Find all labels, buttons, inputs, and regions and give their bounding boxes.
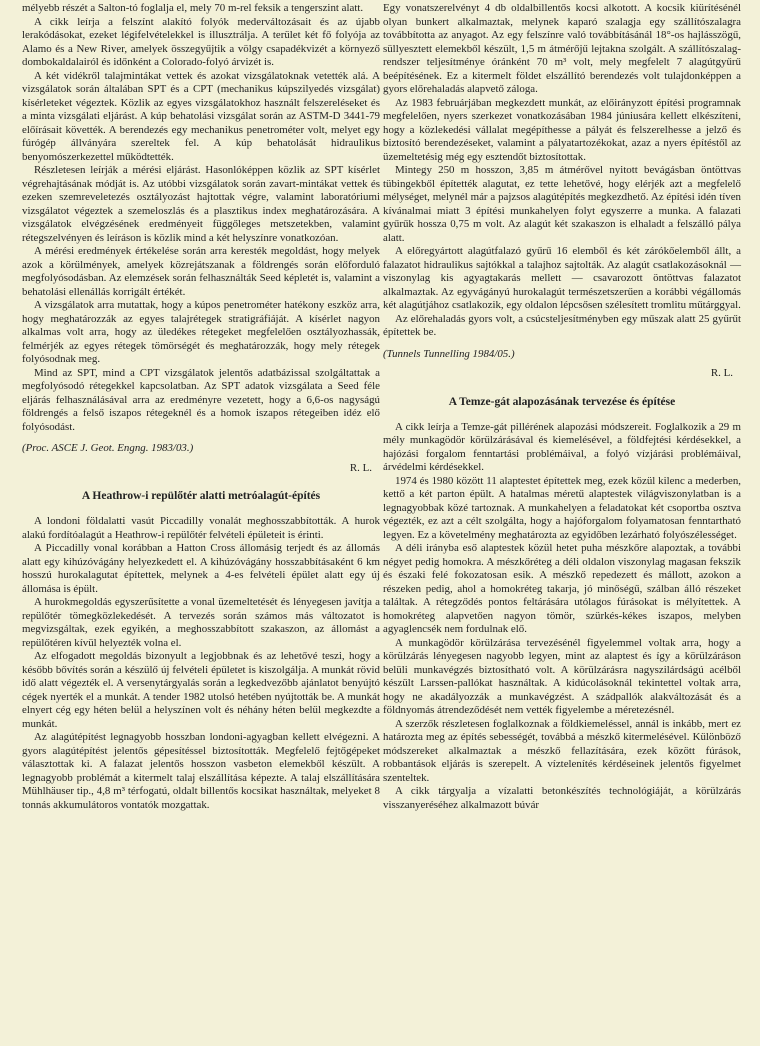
paragraph: Egy vonatszerelvényt 4 db oldalbillentős kocsi alkotott. A kocsik kiürítésénél olyan bunkert alkalmaztak, melynek kaparó szalagja egy szállítószalagra továbbította az anyagot. Az egy felszínre való továbbításánál 18°-os hajlásszögű, süllyesztett elemekből készült, 1,5 m átmérőjű lejtakna szolgált. A szállítószalag-rendszer teljesítménye óránként 70 m³ volt, mely megfelelt 7 alagútgyűrű beépítésének. Ez a kitermelt földet elszállító berendezés volt tulajdonképpen a gyors előrehaladás alapvető záloga. [383, 2, 741, 95]
citation-text: (Proc. ASCE J. Geot. Engng. 1983/03.) [22, 442, 194, 454]
source-citation [22, 442, 380, 456]
paragraph: A déli irányba eső alaptestek közül hetet puha mészkőre alapoztak, a további négyet pedig homokra. A mészkőréteg a déli oldalon viszonylag magasan fekszik és északi felé fokozatosan esik. A mészkő repedezett és mállott, azokon a részeken pedig, ahol a homokréteg takarja, jó minőségű, szálban álló részeket találtak. A rétegződés pontos feltárására utólagos fúrásokat is mélyítettek. A homokréteg alapvetően nagyon tömör, szürkés-kékes iszapos, melyben agyaglencsék nem fordulnak elő. [383, 542, 741, 635]
paragraph: A hurokmegoldás egyszerűsítette a vonal üzemeltetését és lényegesen javítja a repülőtér tömegközlekedését. A tervezés során számos más változatot is megvizsgáltak, ezek egyikén, a meghosszabbított szakaszon, az állomást a repülőtéren kívül helyezték volna el. [22, 596, 380, 649]
paragraph: Részletesen leírják a mérési eljárást. Hasonlóképpen közlik az SPT kísérlet végrehajtásának módját is. Az utóbbi vizsgálatok során zavart-mintákat vettek és ezeken szemreveletezés osztályozást hajtottak végre, valamint laboratóriumi vizsgálatot végeztek a szemeloszlás és a plasztikus index meghatározására. A vizsgálatok elvégzésének eredményeit függőleges metszetekben, valamint rétegszelvényen és leíráson is közlik mind a két helyszínre vonatkozóan. [22, 164, 380, 244]
paragraph: A előregyártott alagútfalazó gyűrű 16 elemből és két zárókőelemből állt, a falazatot hidraulikus sajtókkal a talajhoz sajtolták. Az alagút csatlakozásoknál — viszonylag kis agyagtakarás mellett — csavarozott öntöttvas falazatot alkalmaztak. Az egyvágányú hurokalagút természetszerűen a korábbi végállomás két alagútjához csatlakozik, egy oldalon lépcsősen szélesített tromlitu műtárggyal. [383, 245, 741, 311]
paragraph: A cikk leírja a Temze-gát pillérének alapozási módszereit. Foglalkozik a 29 m mély munkagödör körülzárásával és kiemelésével, a földfejtési kérdésekkel, a hajózási forgalom fenntartási problémáival, a folyó vízjárási problémáival, árvédelmi kérdésekkel. [383, 420, 741, 473]
paragraph: A mérési eredmények értékelése során arra keresték megoldást, hogy melyek azok a körülmények, amelyek közrejátszanak a földrengés során előforduló megfolyósodásban. Az elemzések során felhasználták Seed képletét is, valamint a behatolási ellenállás korrigált értékét. [22, 245, 380, 298]
paragraph: Mintegy 250 m hosszon, 3,85 m átmérővel nyitott bevágásban öntöttvas tübingekből építették alagutat, ez tette lehetővé, hogy elérjék azt a megfelelő mélységet, melynél már a pajzsos alagútépítés megkezdhető. Az építési idén tíven kívánalmai miatt 3 építési munkahelyen folyt egyszerre a munka. A falazati gyűrűk hossza 0,75 m volt. Az alagút két szakaszon is elhaladt a felszálló pálya alatt. [383, 164, 741, 244]
source-citation [383, 348, 741, 362]
citation-text: (Tunnels Tunnelling 1984/05.) [383, 347, 515, 360]
paragraph: A Piccadilly vonal korábban a Hatton Cross állomásig terjedt és az állomás alatt egy kihúzóvágány helyezkedett el. A kihúzóvágány hosszabbításaként 6 km hosszú hurokalagutat építettek, melynek a 4-es felvételi épület alatt egy új állomása is épült. [22, 542, 380, 595]
paragraph: A két vidékről talajmintákat vettek és azokat vizsgálatoknak vetették alá. A vizsgálatok során általában SPT és a CPT (mechanikus kúpszilyedés vizsgálat) kísérleteket végeztek. Közlik az egyes vizsgálatokhoz használt felszereléseket és a minta vizsgálati eljárást. A kúp behatolási vizsgálat során az ASTM-D 3441-79 előírásait követték. A berendezés egy mechanikus penetrométer volt, melyet egy fúrógép állványára szereltek fel. A kúp behatolását hidraulikus benyomószerkezettel működtették. [22, 69, 380, 163]
paragraph: A cikk leírja a felszínt alakító folyók mederváltozásait és az újabb lerakódásokat, ezeket légifelvételekkel is illusztrálja. A terület két fő folyója az Alamo és a New River, amelyek összegyűjtik a völgy csapadékvizét a környező dombokaldalairól és időnként a Colorado-folyó árvizét is. [22, 15, 380, 68]
right-column [383, 2, 741, 812]
paragraph: A cikk tárgyalja a vízalatti betonkészítés technológiáját, a körülzárás visszanyeréséhez alkalmazott búvár [383, 785, 741, 811]
paragraph: A vizsgálatok arra mutattak, hogy a kúpos penetrométer hatékony eszköz arra, hogy meghatározzák az egyes talajrétegek stratigráfiáját. A kísérlet nagyon alkalmas volt arra, hogy az üledékes rétegeket megfelelően osztályozhassák, felmérjék az egyes rétegek tömörségét és meghatározzák, hogy mely rétegek folyósodnak meg. [22, 299, 380, 365]
paragraph: A munkagödör körülzárása tervezésénél figyelemmel voltak arra, hogy a körülzárás lényegesen nagyobb legyen, mint az alaptest és így a körülzáráson belüli munkavégzés biztosítható volt. A körülzárásra nagyszilárdságú acélből készült Larssen-pallókat használtak. A kidúcolásoknál tekintettel voltak arra, hogy ne akadályozzák a munkavégzést. A szádpallók alakváltozását és a földnyomás átrendeződését nem vették figyelembe a méretezésnél. [383, 636, 741, 716]
paragraph: Az alagútépítést legnagyobb hosszban londoni-agyagban kellett elvégezni. A gyors alagútépítést jelentős gépesítéssel biztosították. Megfelelő fejtőgépeket választottak ki. A falazat jelentős hosszon vasbeton elemekből készült. A legnagyobb problémát a kitermelt talaj elszállítása képezte. A talaj elszállítására Mühlhäuser tip., 4,8 m³ térfogatú, oldalt billentős kocsikat használtak, melyeket 8 tonnás akkumulátoros vontatók mozgattak. [22, 731, 380, 811]
paragraph: Az előrehaladás gyors volt, a csúcsteljesítményben egy műszak alatt 25 gyűrűt építettek be. [383, 312, 741, 338]
author-signature: R. L. [349, 461, 372, 474]
paragraph: A szerzők részletesen foglalkoznak a földkiemeléssel, annál is inkább, mert ez határozta meg az építés sebességét, továbbá a mészkő kitermelésével. Különböző módszereket alkalmaztak a mészkő fellazítására, ezek között fúrások, robbantások eljárás is szerepelt. A víztelenítés kérdéseinek jelentős figyelmet szenteltek. [383, 717, 741, 784]
author-signature: R. L. [710, 367, 733, 379]
paragraph: A londoni földalatti vasút Piccadilly vonalát meghosszabbították. A hurok alakú fordítóalagút a Heathrow-i repülőtér felvételi épületeit is érinti. [22, 515, 380, 541]
paragraph: 1974 és 1980 között 11 alaptestet építettek meg, ezek közül kilenc a mederben, kettő a két parton épült. A hatalmas méretű alaptestek világviszonylatban is a legnagyobbak közé tartoznak. A munkahelyen a feladatokat két csoportba osztva végezték, ez azt a célt szolgálta, hogy a hajóforgalom folyamatosan fenntartható legyen. Ez a követelmény meghatározta az egyidőben lezárható folyószélességet. [383, 474, 741, 541]
paragraph: Mind az SPT, mind a CPT vizsgálatok jelentős adatbázissal szolgáltattak a megfolyósodó rétegekkel kapcsolatban. Az SPT adatok vizsgálata a Seed féle eljárás felhasználásával arra az eredményre vezetett, hogy a 6,6-os nagyságú földrengés a felső iszapos rétegeknél és a homok iszapos rétegeiben idéz elő folyósodást. [22, 366, 380, 433]
article-heading: A Temze-gát alapozásának tervezése és építése [448, 395, 676, 408]
paragraph: Az 1983 februárjában megkezdett munkát, az előirányzott építési programnak megfelelően, nyers szerkezet vonatkozásában 1984 júniusára kellett elkészíteni, hogy a közlekedési vállalat megépíthesse a pályát és felszerelhesse a jelző és biztosító berendezéseket, valamint a pályatartozékokat, azaz a nyers építéstől az üzemeltetésig még egy esztendőt biztosítottak. [383, 96, 741, 163]
left-column [22, 2, 380, 812]
article-heading: A Heathrow-i repülőtér alatti metróalagút-építés [81, 490, 321, 502]
paragraph: mélyebb részét a Salton-tó foglalja el, mely 70 m-rel feksik a tengerszint alatt. [22, 2, 364, 14]
paragraph: Az elfogadott megoldás bizonyult a legjobbnak és az lehetővé teszi, hogy a később bővítés során a készülő új felvételi épületet is kiszolgálja. A munkát rövid idő alatt végezték el. A versenytárgyalás során a legkedvezőbb ajánlatot benyújtó cégek nyerték el a munkát. A tender 1982 utolsó hetében nyújtották be. A munkát elnyert cég egy héten belül a helyszínen volt és néhány héten belül megkezdte a munkát. [22, 650, 380, 730]
